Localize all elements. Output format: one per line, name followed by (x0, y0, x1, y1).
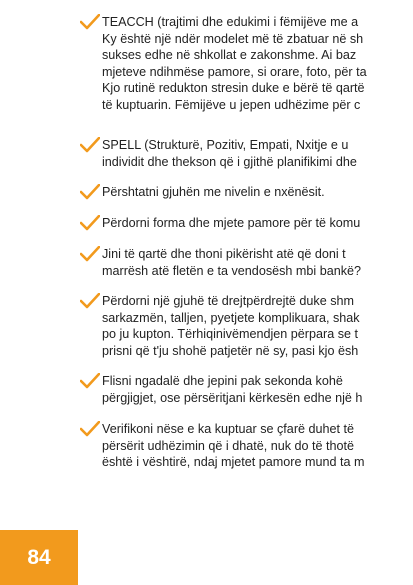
bullet-item-be-clear (102, 246, 413, 279)
checkmark-icon (80, 184, 100, 200)
text-line: marrësh atë fletën e ta vendosësh mbi bankë? (102, 263, 362, 278)
text-line: sukses edhe në shkollat e zakonshme. Ai baz (102, 48, 357, 62)
page-number: 84 (27, 546, 51, 569)
text-line: Përshtatni gjuhën me nivelin e nxënësit. (102, 185, 325, 199)
text-line: TEACCH (trajtimi dhe edukimi i fëmijëve me a (102, 15, 359, 29)
checkmark-icon (80, 421, 100, 437)
checkmark-icon (80, 215, 100, 231)
text-line: Jini të qartë dhe thoni pikërisht atë që doni t (102, 247, 346, 261)
text-line: sarkazmën, talljen, pyetjete komplikuara, shak (102, 310, 360, 325)
text-line: përsërit udhëzimin që i dhatë, nuk do të thotë (102, 438, 355, 453)
bullet-item-spell (102, 137, 413, 170)
checkmark-icon (80, 246, 100, 262)
text-line: përgjigjet, ose përsëritjani kërkesën edhe një h (102, 390, 363, 405)
checkmark-icon (80, 373, 100, 389)
text-line: Verifikoni nëse e ka kuptuar se çfarë duhet të (102, 422, 355, 436)
bullet-item-language (102, 184, 413, 201)
text-line: po ju kupton. Tërhiqinivëmendjen përpara se t (102, 327, 359, 341)
bullet-item-speak-slowly (102, 373, 413, 406)
text-line: SPELL (Strukturë, Pozitiv, Empati, Nxitje e u (102, 138, 349, 152)
page-number-badge (0, 530, 78, 585)
text-line: prisni që t'ju shohë patjetër në sy, pasi kjo ësh (102, 343, 359, 358)
text-line: është i vështirë, ndaj mjetet pamore mund ta m (102, 455, 365, 469)
text-line: Kjo rutinë redukton stresin duke e bërë të qartë (102, 81, 365, 95)
checkmark-icon (80, 14, 100, 30)
text-line: Ky është një ndër modelet më të zbatuar në sh (102, 31, 364, 46)
text-line: Flisni ngadalë dhe jepini pak sekonda kohë (102, 374, 343, 388)
text-line: Përdorni forma dhe mjete pamore për të komu (102, 216, 361, 230)
checkmark-icon (80, 293, 100, 309)
bullet-item-visual-tools (102, 215, 413, 232)
text-line: të kuptuarin. Fëmijëve u jepen udhëzime për c (102, 97, 361, 112)
bullet-item-verify (102, 421, 413, 471)
checkmark-icon (80, 137, 100, 153)
text-line: individit dhe thekson që i gjithë planifikimi dhe (102, 154, 357, 169)
text-line: mjeteve ndihmëse pamore, si orare, foto, për ta (102, 64, 367, 79)
text-line: Përdorni një gjuhë të drejtpërdrejtë duke shm (102, 294, 355, 308)
bullet-item-teacch (102, 14, 413, 113)
bullet-item-direct-language (102, 293, 413, 359)
